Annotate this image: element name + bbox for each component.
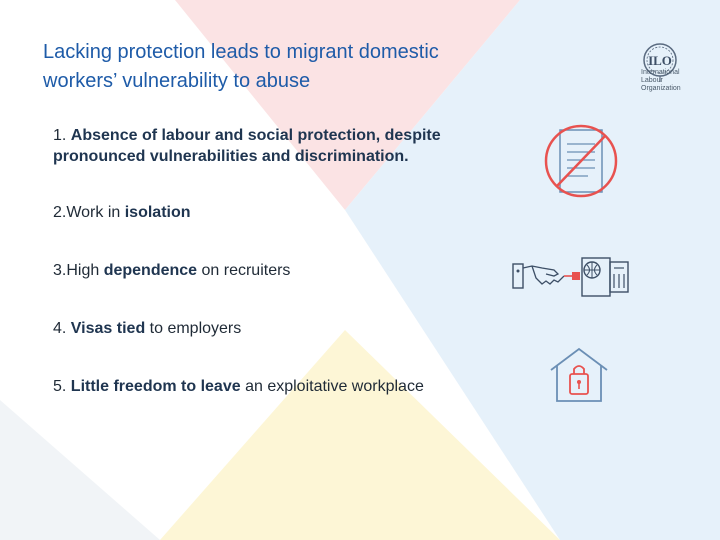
locked-house-icon (548, 346, 610, 404)
logo-line-1: International (641, 69, 680, 76)
item-text-post: on recruiters (197, 262, 291, 279)
item-number: 2. (53, 204, 67, 221)
item-bold-text: Little freedom to leave (70, 378, 241, 395)
item-bold-text-2: pronounced vulnerabilities and discrimination. (53, 148, 409, 165)
item-bold-text: isolation (124, 204, 191, 221)
list-item-3 (53, 260, 290, 281)
item-text: Work in (66, 204, 125, 221)
item-bold-text: Visas tied (70, 320, 146, 337)
logo-letters: ILO (648, 53, 672, 68)
item-number: 5. (53, 378, 67, 395)
list-item-5 (53, 376, 424, 397)
list-item-1 (53, 125, 493, 167)
slide-title (43, 38, 563, 96)
item-text-post: an exploitative workplace (240, 378, 424, 395)
item-number: 3. (53, 262, 67, 279)
bg-grey-corner (0, 400, 160, 540)
item-number: 1. (53, 127, 71, 144)
item-bold-text: Absence of labour and social protection, despite (70, 127, 441, 144)
slide-title-line-1: Lacking protection leads to migrant domestic (43, 41, 439, 63)
item-text: High (66, 262, 104, 279)
list-item-2 (53, 202, 191, 223)
handshake-passport-icon (510, 254, 635, 300)
item-number: 4. (53, 320, 67, 337)
prohibited-document-icon (540, 122, 622, 204)
item-text-post: to employers (145, 320, 242, 337)
logo-line-2: Labour (641, 77, 663, 84)
logo-line-3: Organization (641, 85, 681, 92)
slide-title-line-2: workers’ vulnerability to abuse (43, 70, 311, 92)
logo-organization-name (641, 69, 681, 93)
list-item-4 (53, 318, 241, 339)
item-bold-text: dependence (103, 262, 198, 279)
